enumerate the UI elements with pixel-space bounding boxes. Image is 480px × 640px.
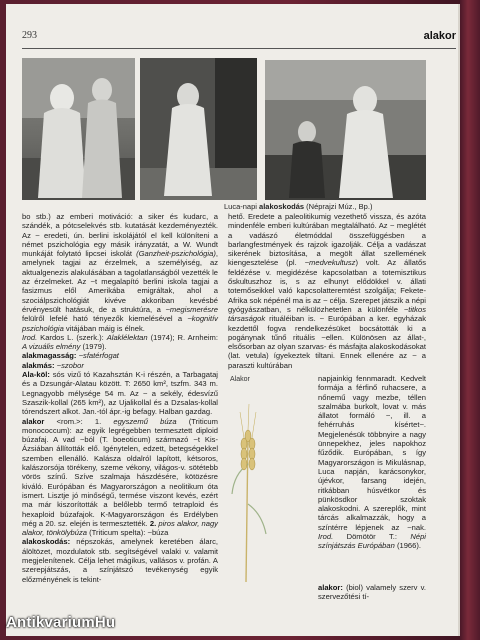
wheat-illustration — [228, 374, 316, 584]
running-head: alakor — [423, 30, 456, 42]
paragraph: bo stb.) az emberi motiváció: a siker és kudarc, a szándék, a pótcselekvés stb. kutatását kezdeményezték. Az ~ eredeti, ún. berlini iskolájától el kell különíteni a német pszichológia egy másik irányzatát, a W. Wundt munkáját folytató lipcsei iskolát (Ganzheit-pszichológia), amelynek tagjai az érzelmek, a személyiség, az aktualgenezis alakulásában a tagolatlanságból vezették le az érzelmeket. Az ~t megalapító berlini iskola tagjai a fasizmus elől Amerikába emigráltak, ahol a szociálpszichológiát kivéve akkoriban kevésbé érvényesült hatásuk, de a struktúra, a ~megismerésre felülről lefelé ható tényezők kiemelésével a ~kognitív pszichológia vitájában máig is élnek. — [22, 212, 218, 333]
page-number: 293 — [22, 30, 37, 41]
illustration-label: Alakor — [230, 376, 250, 383]
photo-caption — [224, 202, 444, 211]
page-header — [22, 30, 456, 46]
photo-white-robed-figures — [22, 58, 135, 200]
caption-prefix: Luca-napi — [224, 202, 257, 211]
text-column-right-lower: napjainkig fennmaradt. Kedvelt formája a férfinő ruhacsere, a nőnemű vagy mezbe, téllen szalmába burkolt, lovat v. más állatot formáló ~, ill. a fehérruhás kísértet~. Megjelenésük többnyire a nagy ünnepekhez, jeles napokhoz fűződik. Európában, s így Magyarországon is Mikulásnap, Luca napján, karácsonykor, újévkor, farsang idején, ritkábban húsvétkor és pünkösdkor szoktak alakoskodni. A szereplők, mint tárcás alkalmazzák, hogy a színtérre lépjenek az ~nak. Irod. Dömötör T.: Népi színjátszás Európában (1966). — [318, 374, 426, 551]
photo-luca-day-masqueraders — [265, 60, 426, 200]
photo-figure-at-doorway — [140, 58, 257, 200]
entry-alakor-biol: alakor: (biol) valamely szerv v. szervezőtési tí- — [318, 583, 426, 602]
header-rule — [22, 48, 456, 49]
caption-suffix: (Néprajzi Múz., Bp.) — [306, 202, 373, 211]
text-column-left — [22, 212, 218, 584]
entry-alakmagassag: alakmagasság: ~sfatérfogat — [22, 351, 119, 361]
entry-alakmas: alakmás: ~szobor — [22, 360, 84, 370]
book-spine-edge — [460, 0, 480, 640]
text-column-right — [228, 212, 426, 370]
entry-ala-kol: Ala-köl: sós vizű tó Kazahsztán K-i részén, a Tarbagataj és a Dzsungár-Alatau között. T: 2650 km², tszfm. 343 m. Legnagyobb mélysége 54 m. Az ~ a sekély, édesvízű Szaszik-kollal (265 km²), az Ujalikollal és a Dzsalas-kollal tórendszert alkot. Jan.-tól ápr.-ig befagy. Halban gazdag. — [22, 370, 218, 417]
caption-headword: alakoskodás — [259, 202, 305, 211]
bibliography: Irod. Kardos L. (szerk.): Alaklélektan (1974); R. Arnheim: A vizuális elmény (1979). — [22, 332, 218, 352]
paragraph: hető. Eredete a paleolitikumig vezethető vissza, és azóta mindenféle emberi kultúrában megtalálható. Az ~ meglétét a vadászó életmóddal összefüggésben a barlangfestmények és rajzok igazolják. Célja a vadászat sikerének biztosítása, a megölt állat szellemének kiengesztelése (pl. ~medvekultusz) volt. Az állatős feldézése v. megidézése kapcsolatban a totemisztikus őskultuszhoz is, s az elhunyt elődökkel v. állati totemőseikkel való kapcsolatteremtést szolgálja; Fekete-Afrika sok népénél ma is az ~ célja. Szerepet játszik a népi gyógyászatban, s nélkülözhetetlen a különféle ~titkos társaságok rituáléiban is. ~ Európában a ker. egyházak kezdettől fogva rendelkezésüket bocsátották ki a pogánynak tűnő rituális ~ellen. Különösen az állat-, elsősorban az olyan szarvas- és másfajta alakoskodásokat (lat. vetula) ígyekeztek tiltani. Ennek ellenére az ~ a paraszti kultúrában — [228, 212, 426, 370]
entry-alakoskodas: alakoskodás: népszokás, amelynek keretében álarc, álöltözet, mozdulatok stb. segítségével valaki v. valamit megjelenítenek. Célja lehet mágikus, vallásos v. profán. A szerepjátszás, a színjátszó tevékenység egyik előzményének is tekint- — [22, 537, 218, 584]
entry-alakor: alakor <rom.>: 1. egyszemű búza (Triticum monococcum): az egyik legrégebben termesztett diploid búzafaj. A vad ~ból (T. boeoticum) származó ~t Kis-Ázsiában állították elő. Igénytelen, edzett, betegségekkel szemben ellenálló. Kalásza oldalról lapított, kétsoros, kalászorsója törékeny, szeme vékony, világos-v. sötétebb vörös színű. Szíve szalmaja hászdésére, kötözésre kiváló. Európában és Magyarországon a neolitikum óta ismert. Lisztje jó minőségű, termése viszont kevés, ezért ma már kiszorították a belőlebb termő tetraploid és hexaploid búzafajok. K-Magyarországon és Erdélyben még a 20. sz. elején is termesztették. 2. piros alakor, nagy alakor, tönkölybúza (Triticum spelta): ~búza — [22, 416, 218, 538]
watermark: AntikvariumHu — [6, 614, 116, 631]
